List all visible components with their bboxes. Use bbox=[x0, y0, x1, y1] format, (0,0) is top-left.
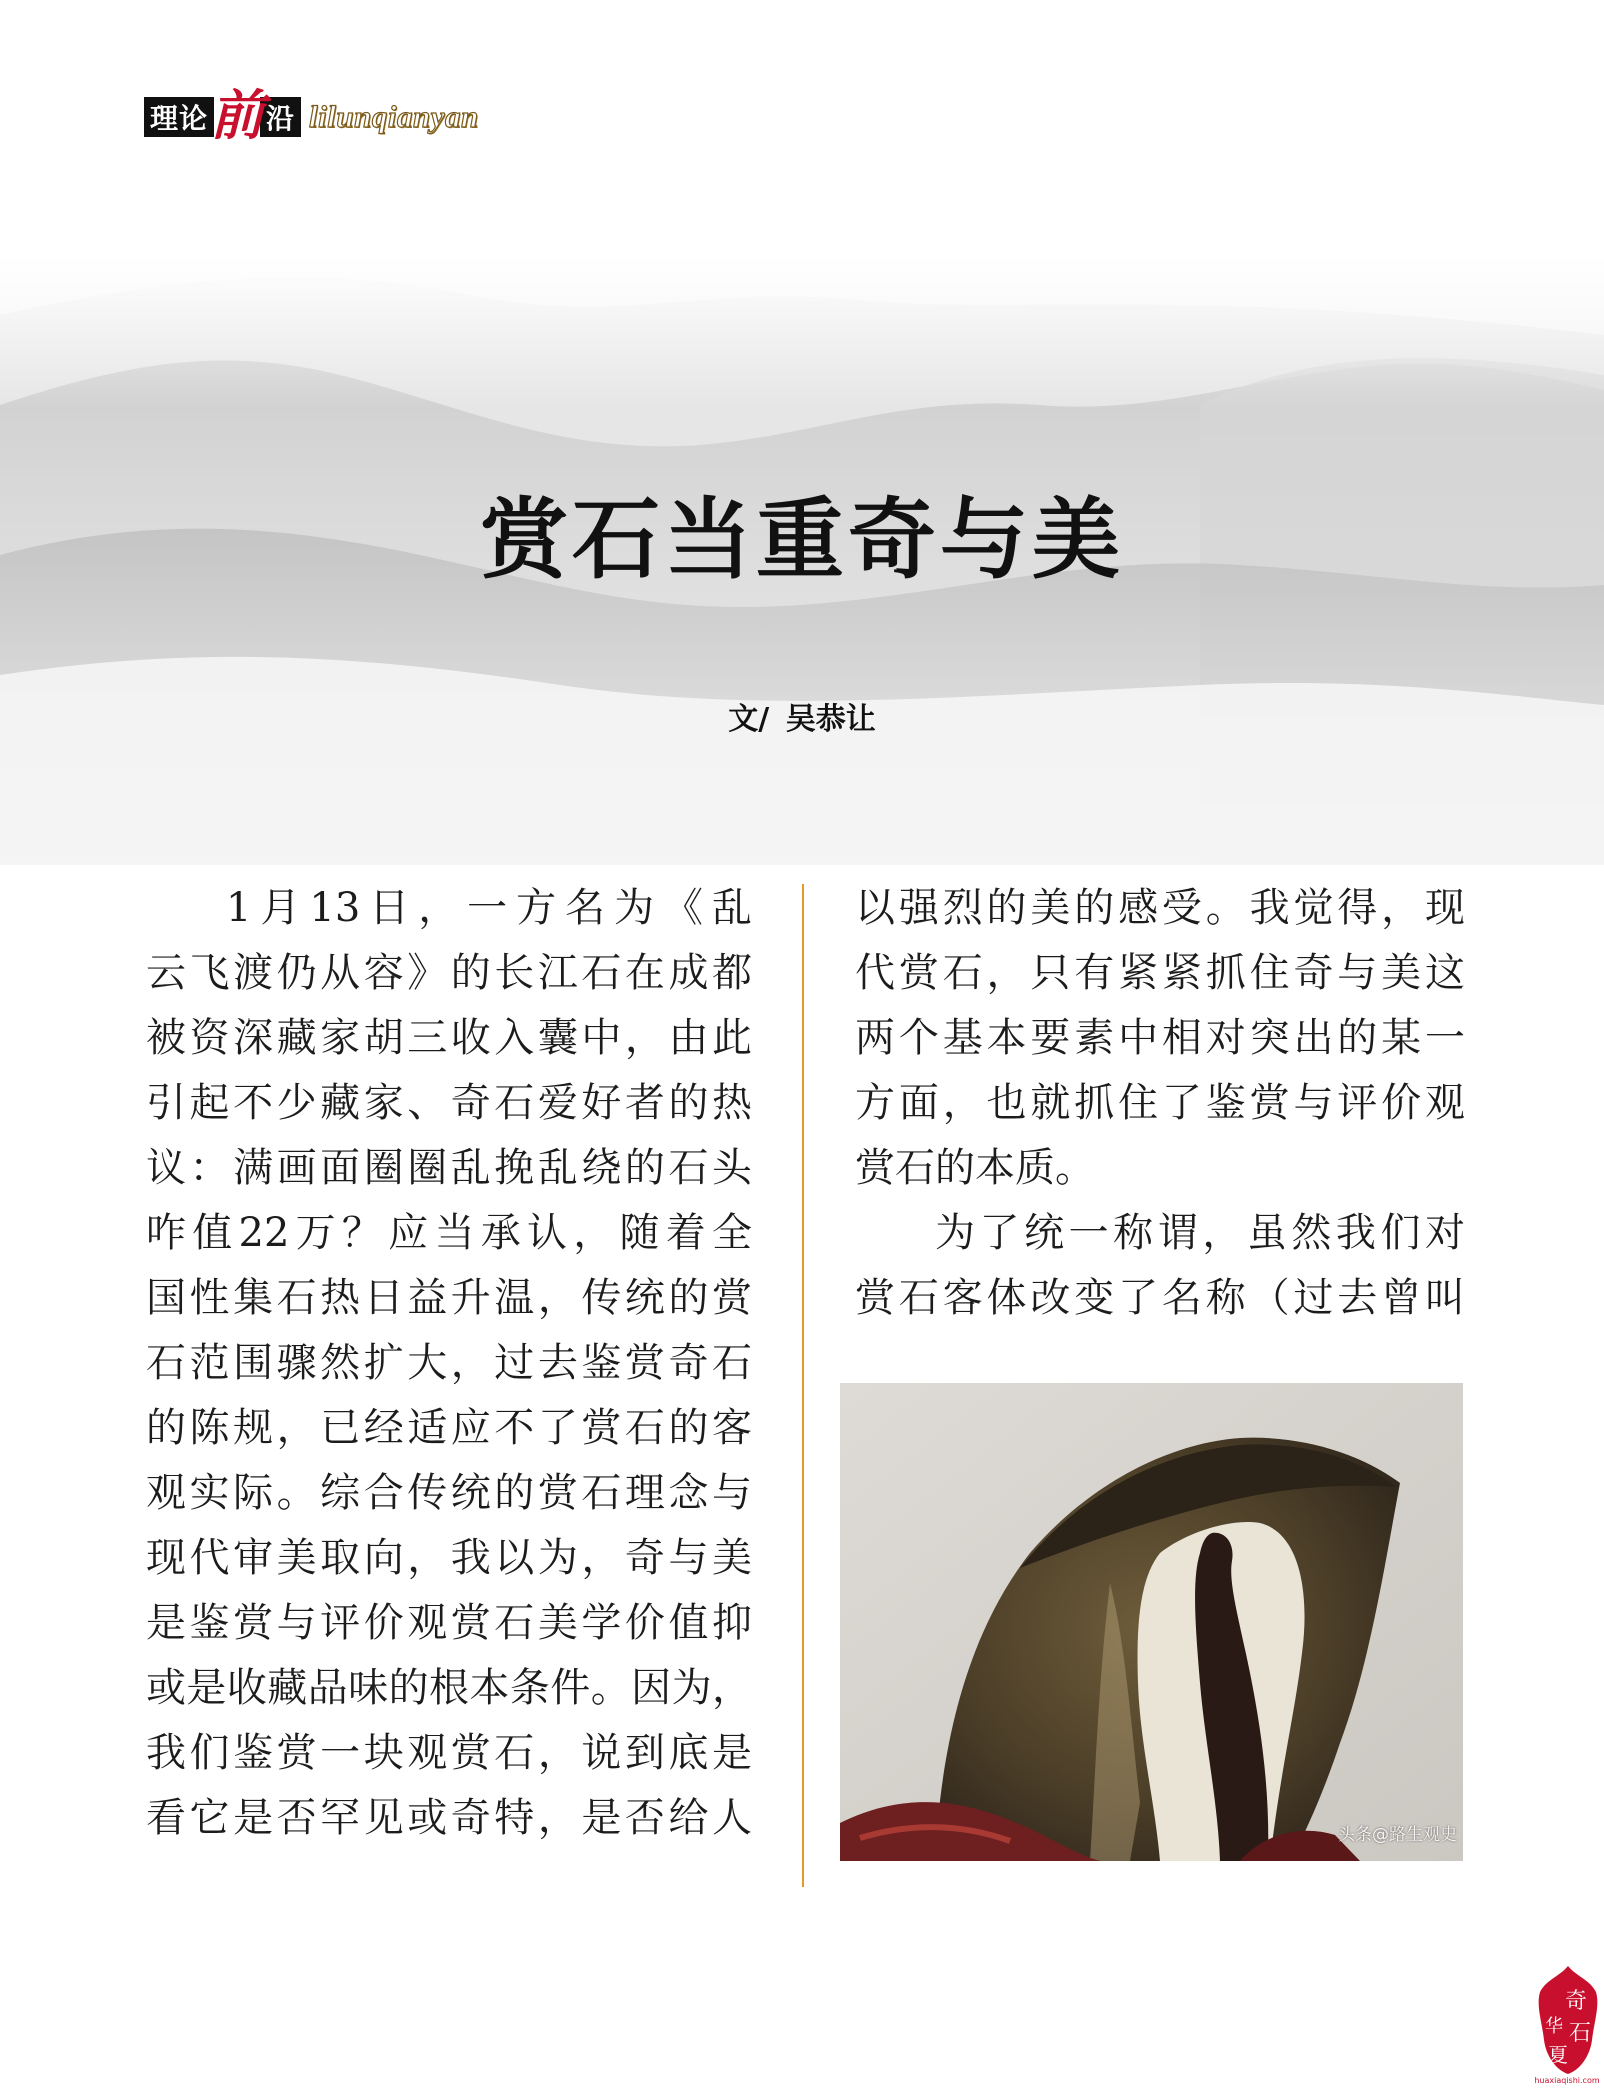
text-line: 我们鉴赏一块观赏石，说到底是 bbox=[146, 1730, 752, 1776]
text-line: 是鉴赏与评价观赏石美学价值抑 bbox=[146, 1600, 752, 1646]
text-line: 赏石的本质。 bbox=[855, 1145, 1095, 1191]
text-line: 现代审美取向，我以为，奇与美 bbox=[146, 1535, 752, 1581]
text-line: 或是收藏品味的根本条件。因为， bbox=[146, 1665, 752, 1711]
stamp-site-url: huaxiaqishi.com bbox=[1534, 2076, 1600, 2085]
stamp-char: 奇 bbox=[1564, 1989, 1588, 2014]
text-line: 两个基本要素中相对突出的某一 bbox=[855, 1015, 1465, 1061]
text-line: 1月13日，一方名为《乱 bbox=[226, 885, 752, 931]
article-right-column bbox=[855, 876, 1465, 1331]
stamp-char: 夏 bbox=[1548, 2043, 1568, 2067]
article-byline: 文/ 吴恭让 bbox=[728, 702, 876, 737]
text-line: 云飞渡仍从容》的长江石在成都 bbox=[146, 950, 752, 996]
stamp-char: 石 bbox=[1568, 2021, 1592, 2046]
photo-watermark: 头条@路生观史 bbox=[1338, 1825, 1457, 1845]
magazine-section-logo bbox=[144, 82, 479, 147]
logo-text-left: 理论 bbox=[144, 97, 214, 137]
text-line: 被资深藏家胡三收入囊中，由此 bbox=[146, 1015, 752, 1061]
text-line: 赏石客体改变了名称（过去曾叫 bbox=[855, 1275, 1465, 1321]
column-divider bbox=[802, 884, 804, 1887]
text-line: 石范围骤然扩大，过去鉴赏奇石 bbox=[146, 1340, 752, 1386]
site-logo-stamp bbox=[1536, 1962, 1600, 2078]
stone-illustration bbox=[840, 1383, 1463, 1861]
text-line: 代赏石，只有紧紧抓住奇与美这 bbox=[855, 950, 1465, 996]
article-left-column bbox=[146, 876, 752, 1851]
stamp-char: 华 bbox=[1545, 2016, 1563, 2037]
text-line: 看它是否罕见或奇特，是否给人 bbox=[146, 1795, 752, 1841]
text-line: 咋值22万？应当承认，随着全 bbox=[146, 1210, 752, 1256]
text-line: 议：满画面圈圈乱挽乱绕的石头 bbox=[146, 1145, 752, 1191]
article-title: 赏石当重奇与美 bbox=[479, 487, 1124, 591]
logo-pinyin: lilunqianyan bbox=[309, 99, 479, 134]
text-line: 为了统一称谓，虽然我们对 bbox=[935, 1210, 1465, 1256]
text-line: 方面，也就抓住了鉴赏与评价观 bbox=[855, 1080, 1465, 1126]
logo-text-right: 沿 bbox=[260, 97, 301, 137]
text-line: 的陈规，已经适应不了赏石的客 bbox=[146, 1405, 752, 1451]
text-line: 国性集石热日益升温，传统的赏 bbox=[146, 1275, 752, 1321]
logo-red-character: 前 bbox=[210, 82, 265, 147]
text-line: 观实际。综合传统的赏石理念与 bbox=[146, 1470, 752, 1516]
stone-photo bbox=[840, 1383, 1463, 1861]
text-line: 以强烈的美的感受。我觉得，现 bbox=[855, 885, 1465, 931]
text-line: 引起不少藏家、奇石爱好者的热 bbox=[146, 1080, 752, 1126]
